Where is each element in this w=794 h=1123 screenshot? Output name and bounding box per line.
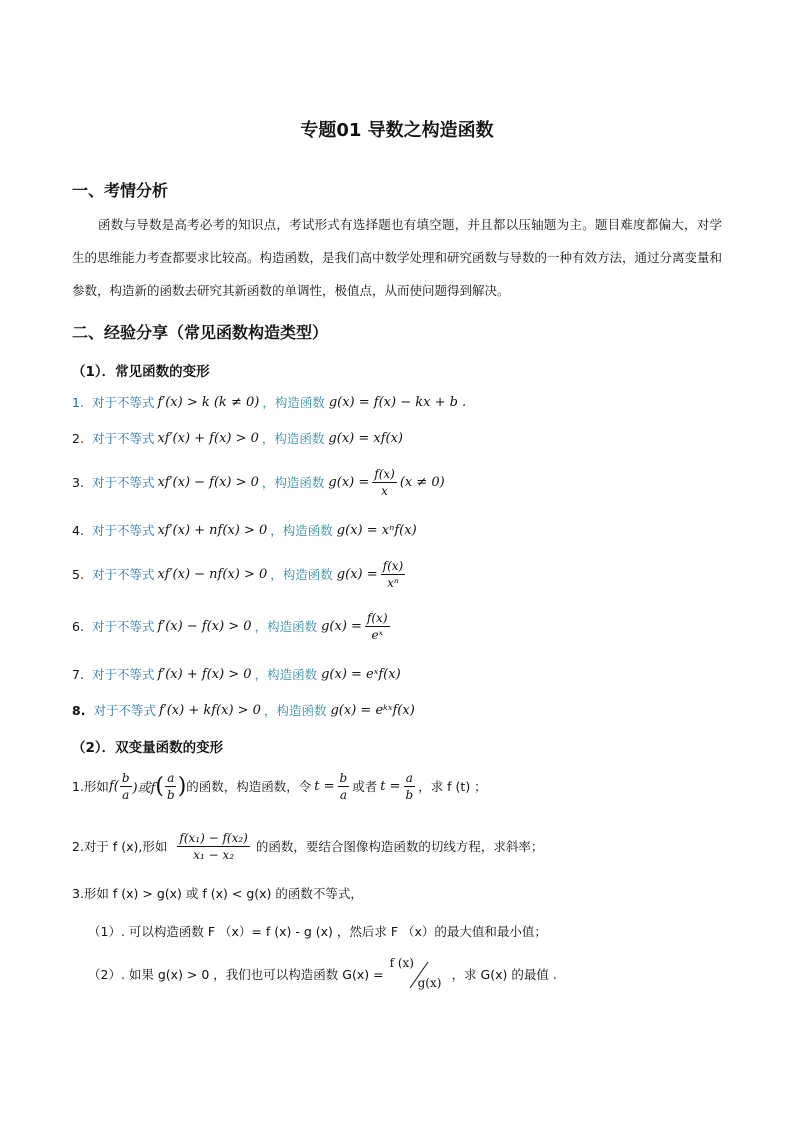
item-number: 7. (72, 666, 84, 682)
item-inequality: xf′(x) + nf(x) > 0 (157, 522, 268, 538)
item-fraction (381, 558, 406, 591)
item-lead: 对于不等式 (91, 567, 155, 582)
item-function-tail: (x ≠ 0) (399, 474, 445, 490)
item-number: 2. (72, 430, 84, 446)
fraction-numerator: a (405, 770, 413, 785)
item-inequality: f′(x) + kf(x) > 0 (158, 702, 261, 718)
item-function-lhs: g(x) = (328, 474, 370, 490)
item-lead: 对于不等式 (91, 523, 155, 538)
math-or-f: )或f (132, 780, 156, 796)
list-item (72, 462, 445, 502)
item-construct: ，构造函数 (270, 523, 333, 538)
fraction-denominator: a (339, 787, 347, 802)
item-lead: 对于不等式 (91, 475, 155, 490)
item-function: g(x) = xⁿf(x) (336, 522, 417, 538)
fraction-denominator: g(x) (417, 976, 442, 990)
slash-fraction (388, 956, 448, 992)
fraction-numerator: b (339, 770, 348, 785)
fraction-a-over-b-t (404, 770, 416, 803)
item-lead: 对于不等式 (91, 619, 155, 634)
item-construct: ，构造函数 (263, 703, 327, 718)
math-t-eq-2: t = (380, 778, 401, 794)
fraction-denominator: x₁ − x₂ (193, 847, 235, 862)
item-number: 1. (72, 394, 84, 410)
fraction-a-over-b (165, 770, 177, 803)
item-inequality: xf′(x) − nf(x) > 0 (157, 566, 268, 582)
double-variable-line-4: （1）. 可以构造函数 F （x）= f (x) - g (x) ，然后求 F （x）的最大值和最小值； (88, 924, 547, 939)
subheading-common: （1）．常见函数的变形 (72, 364, 210, 380)
double-variable-line-2 (72, 826, 543, 866)
item-function: g(x) = f(x) − kx + b . (328, 394, 467, 410)
item-construct: ，构造函数 (262, 395, 325, 410)
fraction-denominator: xⁿ (387, 575, 399, 590)
item-number: 3. (72, 474, 84, 490)
line-or: 或者 (352, 779, 378, 794)
fraction-numerator: b (121, 770, 130, 785)
math-f-open: f( (108, 778, 119, 794)
item-fraction (372, 466, 397, 499)
item-construct: ，构造函数 (270, 567, 333, 582)
item-inequality: xf′(x) + f(x) > 0 (157, 430, 259, 446)
fraction-denominator: x (381, 483, 388, 498)
line-suffix: ，求 f (t) ； (418, 779, 487, 794)
fraction-numerator: f (x) (389, 956, 414, 970)
fraction-b-over-a (120, 770, 132, 803)
item-function-lhs: g(x) = (336, 566, 378, 582)
fraction-denominator: b (167, 787, 175, 802)
line-suffix: ，求 G(x) 的最值 . (451, 967, 557, 982)
item-number: 5. (72, 566, 84, 582)
fraction-denominator: a (122, 787, 130, 802)
list-item (72, 662, 401, 686)
fraction-numerator: a (167, 770, 175, 785)
item-inequality: f′(x) + f(x) > 0 (157, 666, 252, 682)
fraction-difference-quotient (177, 830, 249, 863)
fraction-numerator: f(x) (374, 466, 395, 481)
fraction-numerator: f(x) (382, 558, 404, 573)
item-number: 4. (72, 522, 84, 538)
item-lead: 对于不等式 (93, 703, 156, 718)
list-item (72, 518, 417, 542)
list-item (72, 554, 408, 594)
item-construct: ，构造函数 (254, 667, 318, 682)
section-heading-experience: 二、经验分享（常见函数构造类型） (72, 323, 329, 342)
list-item (72, 390, 466, 414)
item-inequality: f′(x) − f(x) > 0 (157, 618, 252, 634)
item-fraction (365, 610, 390, 643)
list-item (72, 698, 415, 722)
list-item (72, 426, 403, 450)
double-variable-line-3: 3.形如 f (x) > g(x) 或 f (x) < g(x) 的函数不等式， (72, 886, 363, 901)
line-prefix: 2.对于 f (x),形如 (72, 839, 168, 854)
double-variable-line-5 (88, 954, 557, 994)
line-prefix: 1.形如 (72, 779, 109, 794)
list-item (72, 606, 393, 646)
item-lead: 对于不等式 (91, 395, 155, 410)
double-variable-line-1: 1.形如 f( $\frac{b}{a}$ )或f ( $\frac{a}{b}$ ) 的函数，构造函数，令 t = $\frac{b}{a}$ 或者 t = $\frac{a}{b}$ ，求 f (t) ； (72, 770, 487, 802)
item-construct: ，构造函数 (261, 475, 325, 490)
fraction-numerator: f(x) (366, 610, 388, 625)
item-function: g(x) = eᵏˣf(x) (330, 702, 415, 718)
item-number: 6. (72, 618, 84, 634)
item-function-lhs: g(x) = (321, 618, 362, 634)
item-lead: 对于不等式 (91, 667, 155, 682)
fraction-numerator: f(x₁) − f(x₂) (179, 830, 248, 845)
item-construct: ，构造函数 (261, 431, 325, 446)
item-inequality: xf′(x) − f(x) > 0 (157, 474, 259, 490)
page-title: 专题01 导数之构造函数 (300, 120, 494, 141)
fraction-denominator: eˣ (371, 627, 383, 642)
line-prefix: （2）. 如果 g(x) > 0 ，我们也可以构造函数 G(x) = (88, 967, 384, 982)
line-middle: 的函数，构造函数，令 (186, 779, 312, 794)
math-t-eq: t = (314, 778, 335, 794)
item-construct: ，构造函数 (254, 619, 318, 634)
item-inequality: f′(x) > k (k ≠ 0) (157, 394, 260, 410)
line-suffix: 的函数，要结合图像构造函数的切线方程，求斜率； (255, 839, 544, 854)
analysis-paragraph: 函数与导数是高考必考的知识点，考试形式有选择题也有填空题，并且都以压轴题为主。题目难度都偏大，对学生的思维能力考查都要求比较高。构造函数，是我们高中数学处理和研究函数与导数的一种有效方法，通过分离变量和参数，构造新的函数去研究其新函数的单调性，极值点，从而使问题得到解决。 (72, 217, 723, 298)
subheading-double-variable: （2）．双变量函数的变形 (72, 740, 224, 756)
item-number: 8. (72, 702, 86, 718)
fraction-b-over-a-t (338, 770, 350, 803)
fraction-denominator: b (405, 787, 414, 802)
section-heading-analysis: 一、考情分析 (72, 181, 169, 200)
item-lead: 对于不等式 (91, 431, 155, 446)
item-function: g(x) = xf(x) (328, 430, 403, 446)
item-function: g(x) = eˣf(x) (321, 666, 401, 682)
